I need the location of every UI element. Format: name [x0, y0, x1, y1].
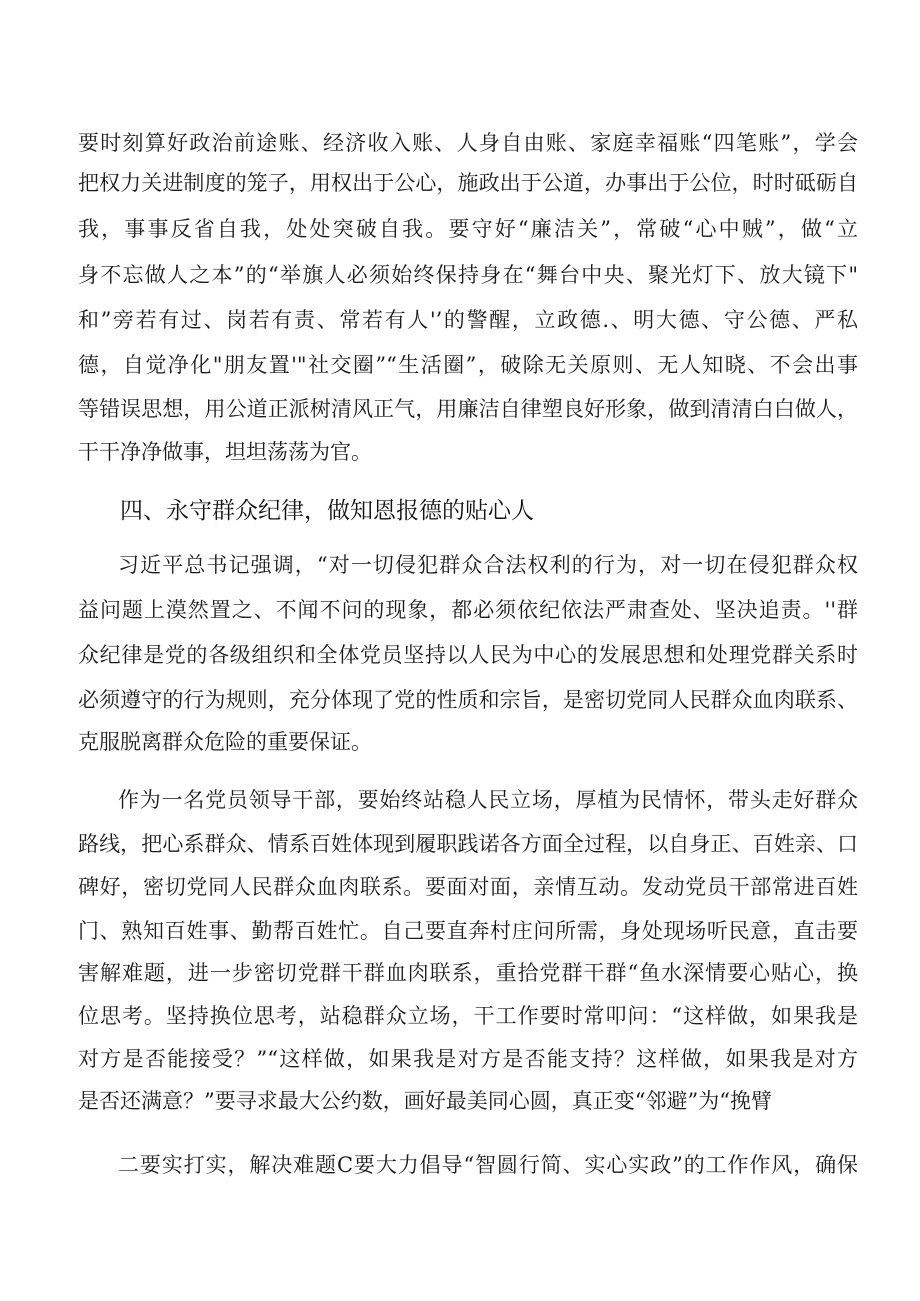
text-line: 把权力关进制度的笼子，用权出于公心，施政出于公道，办事出于公位，时时砥砺自	[78, 171, 858, 195]
text-line: 门、熟知百姓事、勤帮百姓忙。自己要直奔村庄问所需，身处现场听民意，直击要	[78, 919, 858, 943]
text-line: 德，自觉净化"朋友置'"社交圈”“生活圈”，破除无关原则、无人知晓、不会出事	[78, 353, 858, 377]
text-line: 位思考。坚持换位思考，站稳群众立场，干工作要时常叩问：“这样做，如果我是	[78, 1004, 858, 1028]
text-line: 益问题上漠然置之、不闻不问的现象，都必须依纪依法严肃查处、坚决追责。''群	[78, 598, 858, 622]
text-line: 是否还满意？”要寻求最大公约数，画好最美同心圆，真正变“邻避”为“挽臂	[78, 1089, 772, 1113]
text-line: 和”旁若有过、岗若有责、常若有人'’的警醒，立政德.、明大德、守公德、严私	[78, 308, 858, 332]
text-line: 我，事事反省自我，处处突破自我。要守好“廉洁关”，常破“心中贼”，做“立	[78, 217, 858, 241]
text-line: 害解难题，进一步密切党群干群血肉联系，重拾党群干群“鱼水深情要心贴心，换	[78, 961, 858, 985]
text-line: 对方是否能接受？”“这样做，如果我是对方是否能支持？这样做，如果我是对方	[78, 1047, 858, 1071]
text-line: 习近平总书记强调，“对一切侵犯群众合法权利的行为，对一切在侵犯群众权	[118, 553, 858, 577]
text-line: 必须遵守的行为规则，充分体现了党的性质和宗旨，是密切党同人民群众血肉联系、	[78, 688, 858, 712]
section-heading: 四、永守群众纪律，做知恩报德的贴心人	[120, 498, 534, 524]
text-line: 身不忘做人之本”的“举旗人必须始终保持身在“舞台中央、聚光灯下、放大镜下"	[78, 263, 858, 287]
text-line: 路线，把心系群众、情系百姓体现到履职践诺各方面全过程，以自身正、百姓亲、口	[78, 832, 858, 856]
text-line: 作为一名党员领导干部，要始终站稳人民立场，厚植为民情怀，带头走好群众	[118, 788, 858, 812]
text-line: 要时刻算好政治前途账、经济收入账、人身自由账、家庭幸福账“四笔账”，学会	[78, 131, 858, 155]
text-line: 干干净净做事，坦坦荡荡为官。	[78, 440, 372, 464]
text-line: 等错误思想，用公道正派树清风正气，用廉洁自律塑良好形象，做到清清白白做人，	[78, 397, 858, 421]
text-line: 二要实打实，解决难题C要大力倡导“智圆行简、实心实政”的工作作风，确保	[118, 1153, 858, 1177]
text-line: 众纪律是党的各级组织和全体党员坚持以人民为中心的发展思想和处理党群关系时	[78, 643, 858, 667]
text-line: 碑好，密切党同人民群众血肉联系。要面对面，亲情互动。发动党员干部常进百姓	[78, 875, 858, 899]
text-line: 克服脱离群众危险的重要保证。	[78, 730, 372, 754]
